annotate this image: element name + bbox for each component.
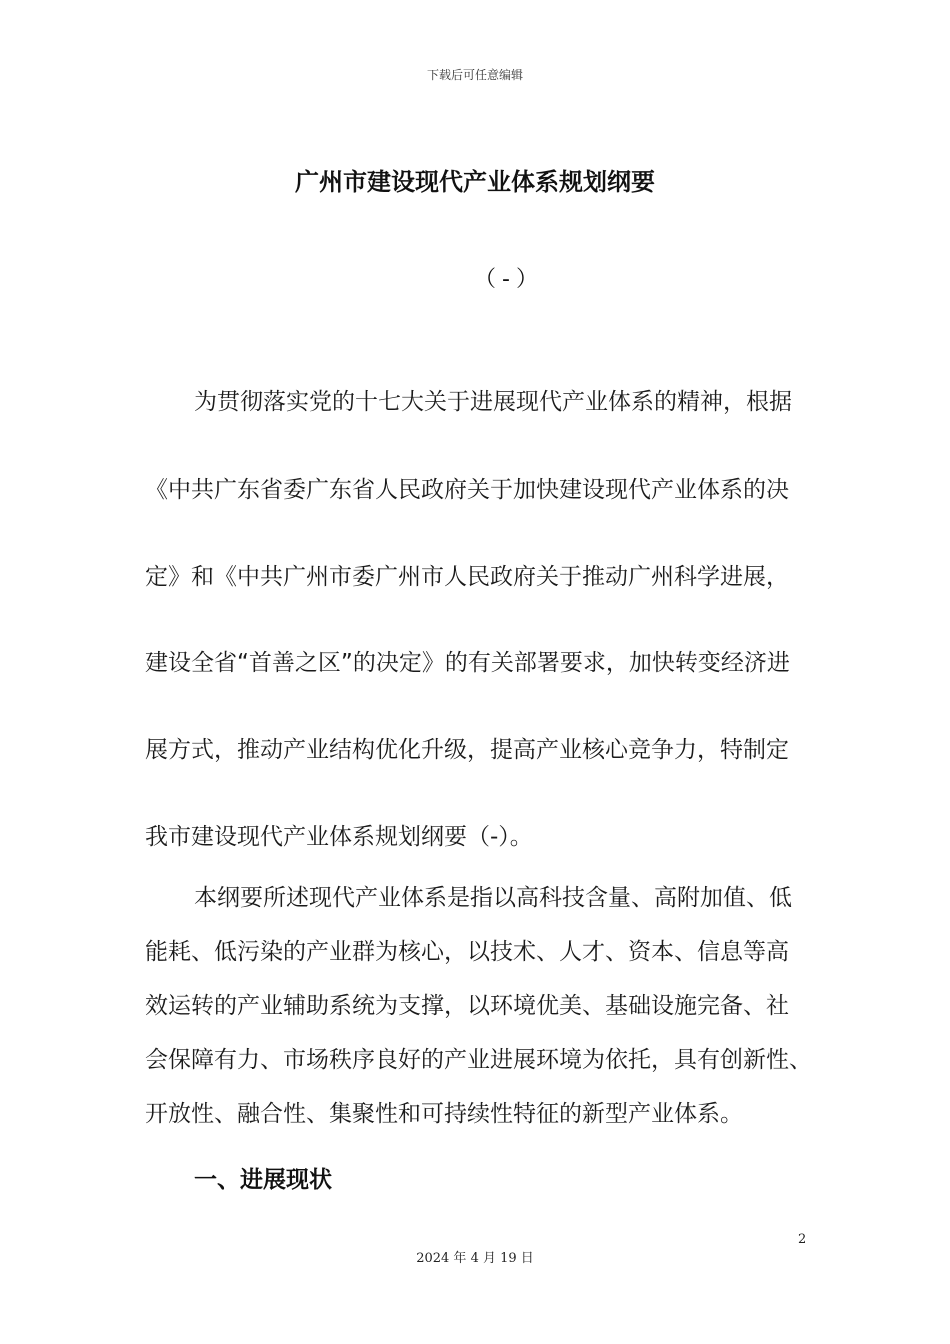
paragraph-2-line-5: 开放性、融合性、集聚性和可持续性特征的新型产业体系。 — [145, 1101, 743, 1127]
section-heading: 一、进展现状 — [194, 1167, 332, 1193]
paragraph-2-line-1: 本纲要所述现代产业体系是指以高科技含量、高附加值、低 — [194, 885, 792, 911]
paragraph-1-line-5: 展方式，推动产业结构优化升级，提高产业核心竞争力，特制定 — [145, 737, 789, 763]
paragraph-1-line-2: 《中共广东省委广东省人民政府关于加快建设现代产业体系的决 — [145, 477, 789, 503]
document-title: 广州市建设现代产业体系规划纲要 — [295, 168, 655, 196]
paragraph-1-line-1: 为贯彻落实党的十七大关于进展现代产业体系的精神，根据 — [194, 389, 792, 415]
paragraph-1-line-4: 建设全省“首善之区”的决定》的有关部署要求，加快转变经济进 — [145, 650, 790, 676]
document-subtitle: （-） — [474, 267, 544, 292]
page-number: 2 — [798, 1232, 807, 1247]
paragraph-2-line-3: 效运转的产业辅助系统为支撑，以环境优美、基础设施完备、社 — [145, 993, 789, 1019]
paragraph-1-line-3: 定》和《中共广州市委广州市人民政府关于推动广州科学进展， — [145, 564, 789, 590]
paragraph-2-line-4: 会保障有力、市场秩序良好的产业进展环境为依托，具有创新性、 — [145, 1047, 812, 1073]
header-note: 下载后可任意编辑 — [426, 68, 523, 82]
footer-date: 2024 年 4 月 19 日 — [416, 1251, 534, 1266]
paragraph-1-line-6: 我市建设现代产业体系规划纲要（-）。 — [145, 824, 533, 850]
paragraph-2-line-2: 能耗、低污染的产业群为核心，以技术、人才、资本、信息等高 — [145, 939, 789, 965]
